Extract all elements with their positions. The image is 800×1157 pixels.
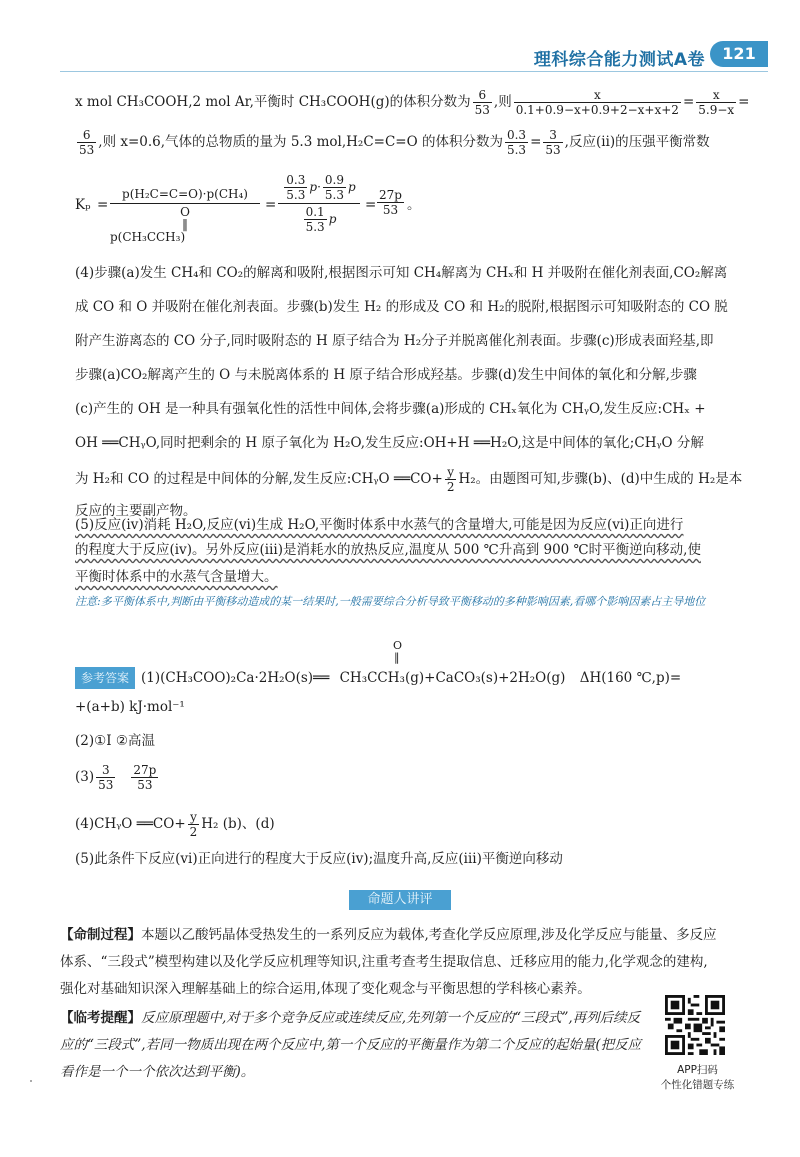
part5-line-3: 平衡时体系中的水蒸气含量增大。 <box>75 569 278 585</box>
answer-tag: 参考答案 <box>75 667 135 689</box>
part4-line-2: 成 CO 和 O 并吸附在催化剂表面。步骤(b)发生 H₂ 的形成及 CO 和 H₂的脱附,根据图示可知吸附态的 CO 脱 <box>75 299 728 315</box>
calc-text: x mol CH₃COOH,2 mol Ar,平衡时 CH₃COOH(g)的体积分数为 <box>75 94 471 110</box>
part4-line-3: 附产生游离态的 CO 分子,同时吸附态的 H 原子结合为 H₂分子并脱离催化剂表面。步骤(c)形成表面羟基,即 <box>75 333 714 349</box>
part4-line-8: 反应的主要副产物。 <box>75 503 197 519</box>
part4-line-7: 为 H₂和 CO 的过程是中间体的分解,发生反应:CHᵧO ══CO+ $\frac{y}{2}$ H₂。由题图可知,步骤(b)、(d)中生成的 H₂是本 <box>75 465 743 494</box>
part4-line-5: (c)产生的 OH 是一种具有强氧化性的活性中间体,会将步骤(a)形成的 CHₓ氧化为 CHᵧO,发生反应:CHₓ + <box>75 401 706 417</box>
note: 注意:多平衡体系中,判断由平衡移动造成的某一结果时,一般需要综合分析导致平衡移动的多种影响因素,看哪个影响因素占主导地位 <box>75 595 706 608</box>
part5-line-1: (5)反应(ⅳ)消耗 H₂O,反应(ⅵ)生成 H₂O,平衡时体系中水蒸气的含量增大,可能是因为反应(ⅵ)正向进行 <box>75 517 684 533</box>
answer-1: 参考答案 (1)(CH₃COO)₂Ca·2H₂O(s)══ CH₃CCH₃(g)+CaCO₃(s)+2H₂O(g) ΔH(160 ℃,p)= <box>75 667 681 689</box>
margin-mark <box>30 1080 32 1082</box>
answer-5: (5)此条件下反应(ⅵ)正向进行的程度大于反应(ⅳ);温度升高,反应(ⅲ)平衡逆向移动 <box>75 851 563 867</box>
kp-fraction: p(H₂C=C=O)·p(CH₄) O ‖ p(CH₃CCH₃) <box>110 185 260 244</box>
lecture-label: 命题人讲评 <box>349 890 451 910</box>
header-divider <box>60 71 768 72</box>
answer-2: (2)①Ⅰ ②高温 <box>75 733 155 749</box>
fraction: $\frac{x}{0.1+0.9-x+0.9+2-x+x+2}$ <box>515 88 679 117</box>
carbonyl-bond: ‖ <box>394 651 400 664</box>
qr-code[interactable] <box>665 995 725 1055</box>
page-number: 121 <box>710 41 768 67</box>
page: 理科综合能力测试A卷 121 x mol CH₃COOH,2 mol Ar,平衡时 CH₃COOH(g)的体积分数为 $\frac{6}{53}$ ,则 $\frac{x}{0.1+0.9-x+0.9+2-x+x+2}$ = $\frac{x}{5.9-x}$ = $\frac{6}{53}$ ,则 x=0.6,气体的总物质的量为 5.3 mol,H₂C=C=O 的体积分数为 $\frac{0.3}{5.3}$ = $\frac{3}{53}$ ,反应(ⅱ)的压强平衡常数 Kₚ = p(H₂C=C=O)·p(CH₄) O ‖ p(CH₃CCH₃) = $\frac{0.3}{5.3}$ p· $\frac{0.9}{5.3}$ p $\frac{0.1}{5.3}$ p = $\frac{27p}{53}$ 。 (4)步骤(a)发生 CH₄和 CO₂的解离和吸附,根据图示可知 CH₄解离为 CHₓ和 H 并吸附在催化剂表面,CO₂解离 成 CO 和 O 并吸附在催化剂表面。步骤(b)发生 H₂ 的形成及 CO 和 H₂的脱附,根据图示可知吸附态的 CO 脱 附产生游离态的 CO 分子,同时吸附态的 H 原子结合为 H₂分子并脱离催化剂表面。步骤(c)形成表面羟基,即 步骤(a)CO₂解离产生的 O 与未脱离体系的 H 原子结合形成羟基。步骤(d)发生中间体的氧化和分解,步骤 (c)产生的 OH 是一种具有强氧化性的活性中间体,会将步骤(a)形成的 CHₓ氧化为 CHᵧO,发生反应:CHₓ + OH ══CHᵧO,同时把剩余的 H 原子氧化为 H₂O,发生反应:OH+H ══H₂O,这是中间体的氧化;CHᵧO 分解 为 H₂和 CO 的过程是中间体的分解,发生反应:CHᵧO ══CO+ $\frac{y}{2}$ H₂。由题图可知,步骤(b)、(d)中生成的 H₂是本 反应的主要副产物。 (5)反应(ⅳ)消耗 H₂O,反应(ⅵ)生成 H₂O,平衡时体系中水蒸气的含量增大,可能是因为反应(ⅵ)正向进行 的程度大于反应(ⅳ)。另外反应(ⅲ)是消耗水的放热反应,温度从 500 ℃升高到 900 ℃时平衡逆向移动,使 平衡时体系中的水蒸气含量增大。 注意:多平衡体系中,判断由平衡移动造成的某一结果时,一般需要综合分析导致平衡移动的多种影响因素,看哪个影响因素占主导地位 O ‖ 参考答案 (1)(CH₃COO)₂Ca·2H₂O(s)══ CH₃CCH₃(g)+CaCO₃(s)+2H₂O(g) ΔH(160 ℃,p)= +(a+b) kJ·mol⁻¹ (2)①Ⅰ ②高温 (3) $\frac{3}{53}$ $\frac{27p}{53}$ (4)CHᵧO ══CO+ $\frac{y}{2}$ H₂ (b)、(d) (5)此条件下反应(ⅵ)正向进行的程度大于反应(ⅳ);温度升高,反应(ⅲ)平衡逆向移动 命题人讲评 【命制过程】本题以乙酸钙晶体受热发生的一系列反应为载体,考查化学反应原理,涉及化学反应与能量、多反应体系、“三段式”模型构建以及化学反应机理等知识,注重考查考生提取信息、迁移应用的能力,化学观念的建构,强化对基础知识深入理解基础上的综合运用,体现了变化观念与平衡思想的学科核心素养。 【临考提醒】反应原理题中,对于多个竞争反应或连续反应,先列第一个反应的“三段式”,再列后续反应的“三段式”,若同一物质出现在两个反应中,第一个反应的平衡量作为第二个反应的起始量(把反应看作是一个一个依次达到平衡)。 APP扫码 个性化错题专练 <box>0 0 800 1157</box>
kp-substituted: $\frac{0.3}{5.3}$ p· $\frac{0.9}{5.3}$ p $\frac{0.1}{5.3}$ p <box>278 173 360 234</box>
fraction: $\frac{6}{53}$ <box>474 88 490 117</box>
part4-line-4: 步骤(a)CO₂解离产生的 O 与未脱离体系的 H 原子结合形成羟基。步骤(d)发生中间体的氧化和分解,步骤 <box>75 367 697 383</box>
answer-1-line-2: +(a+b) kJ·mol⁻¹ <box>75 699 185 715</box>
calc-line-2: $\frac{6}{53}$ ,则 x=0.6,气体的总物质的量为 5.3 mol,H₂C=C=O 的体积分数为 $\frac{0.3}{5.3}$ = $\frac{3}{53}$ ,反应(ⅱ)的压强平衡常数 <box>79 128 710 157</box>
part5-line-2: 的程度大于反应(ⅳ)。另外反应(ⅲ)是消耗水的放热反应,温度从 500 ℃升高到 900 ℃时平衡逆向移动,使 <box>75 542 701 558</box>
fraction: $\frac{x}{5.9-x}$ <box>698 88 735 117</box>
part4-line-6: OH ══CHᵧO,同时把剩余的 H 原子氧化为 H₂O,发生反应:OH+H ══H₂O,这是中间体的氧化;CHᵧO 分解 <box>75 435 704 451</box>
carbonyl-o: O <box>393 639 403 652</box>
part4-line-1: (4)步骤(a)发生 CH₄和 CO₂的解离和吸附,根据图示可知 CH₄解离为 CHₓ和 H 并吸附在催化剂表面,CO₂解离 <box>75 265 728 281</box>
calc-line-1: x mol CH₃COOH,2 mol Ar,平衡时 CH₃COOH(g)的体积分数为 $\frac{6}{53}$ ,则 $\frac{x}{0.1+0.9-x+0.9+2-x+x+2}$ = $\frac{x}{5.9-x}$ = <box>75 88 750 117</box>
lecture-process: 【命制过程】本题以乙酸钙晶体受热发生的一系列反应为载体,考查化学反应原理,涉及化学反应与能量、多反应体系、“三段式”模型构建以及化学反应机理等知识,注重考查考生提取信息、迁移应用的能力,化学观念的建构,强化对基础知识深入理解基础上的综合运用,体现了变化观念与平衡思想的学科核心素养。 <box>60 927 717 997</box>
answer-3: (3) $\frac{3}{53}$ $\frac{27p}{53}$ <box>75 763 157 792</box>
header-title: 理科综合能力测试A卷 <box>533 50 705 70</box>
lecture-reminder: 【临考提醒】反应原理题中,对于多个竞争反应或连续反应,先列第一个反应的“三段式”,再列后续反应的“三段式”,若同一物质出现在两个反应中,第一个反应的平衡量作为第二个反应的起始量(把反应看作是一个一个依次达到平衡)。 <box>60 1010 642 1080</box>
answer-4: (4)CHᵧO ══CO+ $\frac{y}{2}$ H₂ (b)、(d) <box>75 810 275 839</box>
qr-caption: APP扫码 个性化错题专练 <box>660 1064 735 1091</box>
fraction: $\frac{3}{53}$ <box>545 128 561 157</box>
fraction: $\frac{0.3}{5.3}$ <box>506 128 527 157</box>
fraction: $\frac{6}{53}$ <box>79 128 95 157</box>
